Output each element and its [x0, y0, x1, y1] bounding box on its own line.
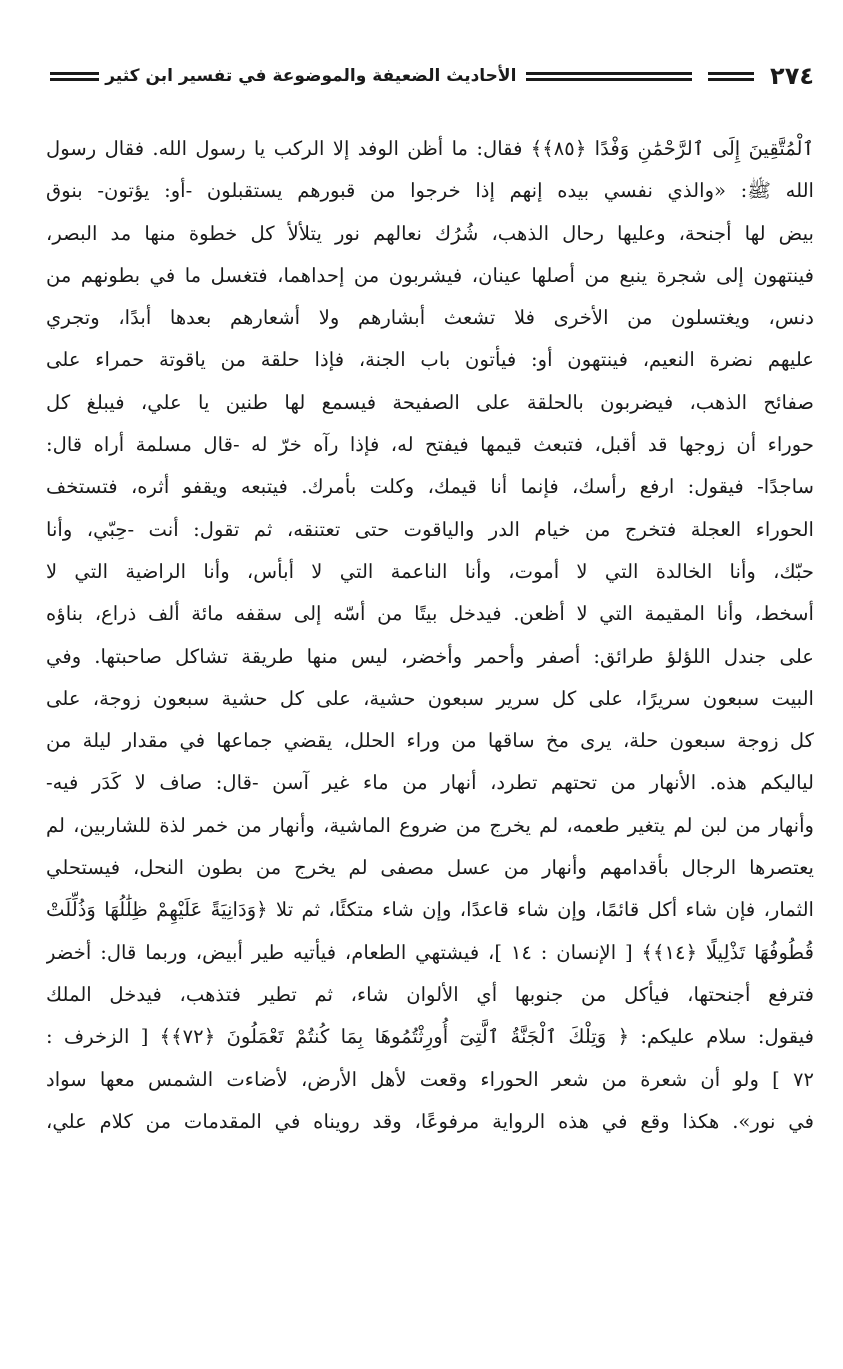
page-number: ٢٧٤: [770, 62, 814, 90]
text-line: فترفع أجنحتها، فيأكل من جنوبها أي الألوان شاء، ثم تطير فتذهب، فيدخل الملك: [46, 982, 814, 1006]
header-rule: [708, 72, 754, 81]
text-line: دنس، ويغتسلون من الأخرى فلا تشعث أبشارهم ولا أشعارهم بعدها أبدًا، وتجري: [46, 306, 814, 330]
text-line: ساجدًا- فيقول: ارفع رأسك، فإنما أنا قيمك، وكلت بأمرك. فيتبعه ويقفو أثره، فتستخف: [46, 475, 814, 499]
text-line: عليهم نضرة النعيم، فينتهون أو: فيأتون باب الجنة، فإذا حلقة من ياقوتة حمراء على: [46, 348, 814, 372]
page-header: [44, 58, 814, 94]
header-rule: [50, 72, 99, 81]
text-line: الثمار، فإن شاء أكل قائمًا، وإن شاء قاعدًا، وإن شاء متكئًا، ثم تلا ﴿وَدَانِيَةً عَلَيْهِمْ ظِلَٰلُهَا وَذُلِّلَتْ: [46, 898, 814, 922]
body-text: [46, 128, 814, 1143]
text-line: يعتصرها الرجال بأقدامهم وأنهار من عسل مصفى لم يخرج من بطون النحل، فيستحلي: [46, 856, 814, 880]
text-line: حوراء أن زوجها قد أقبل، فتبعث قيمها فيفتح له، فإذا رآه خرّ له -قال مسلمة أراه قال:: [46, 433, 814, 457]
text-line: على جندل اللؤلؤ طرائق: أصفر وأحمر وأخضر، ليس منها طريقة تشاكل صاحبتها. وفي: [46, 644, 814, 668]
text-line: الله ﷺ: «والذي نفسي بيده إنهم إذا خرجوا من قبورهم يستقبلون -أو: يؤتون- بنوق: [46, 179, 814, 203]
text-line: حبّك، وأنا الخالدة التي لا أموت، وأنا الناعمة التي لا أبأس، وأنا الراضية التي لا: [46, 559, 814, 583]
text-line: في نور». هكذا وقع في هذه الرواية مرفوعًا، وقد رويناه في المقدمات من كلام علي،: [46, 1109, 814, 1133]
text-line: وأنهار من لبن لم يتغير طعمه، لم يخرج من ضروع الماشية، وأنهار من خمر لذة للشاربين، لم: [46, 813, 814, 837]
text-line: أسخط، وأنا المقيمة التي لا أظعن. فيدخل بيتًا من أسّه إلى سقفه مائة ألف ذراع، بناؤه: [46, 602, 814, 626]
header-rule: [526, 72, 691, 81]
text-line: بيض لها أجنحة، وعليها رحال الذهب، شُرُك نعالهم نور يتلألأ كل خطوة منها مد البصر،: [46, 221, 814, 245]
text-line: لياليكم هذه. الأنهار من تحتهم تطرد، أنهار من ماء غير آسن -قال: صاف لا كَدَر فيه-: [46, 771, 814, 795]
text-line: قُطُوفُهَا تَذْلِيلًا ﴿١٤﴾﴾ [ الإنسان : ١٤ ]، فيشتهي الطعام، فيأتيه طير أبيض، وربما قال: أخضر: [46, 940, 814, 964]
running-title: الأحاديث الضعيفة والموضوعة في تفسير ابن كثير: [105, 66, 517, 86]
text-line: كل زوجة سبعون حلة، يرى مخ ساقها من وراء الحلل، يقضي جماعها في مقدار ليلة من: [46, 729, 814, 753]
text-line: ٱلْمُتَّقِينَ إِلَى ٱلرَّحْمَٰنِ وَفْدًا ﴿٨٥﴾﴾ فقال: ما أظن الوفد إلا الركب يا رسول الله. فقال رسول: [46, 137, 814, 160]
text-line: الحوراء العجلة فتخرج من خيام الدر والياقوت حتى تعتنقه، ثم تقول: أنت -حِبّي، وأنا: [46, 517, 814, 541]
text-line: صفائح الذهب، فيضربون بالحلقة على الصفيحة فيسمع لها طنين يا علي، فيبلغ كل: [46, 390, 814, 414]
text-line: فيقول: سلام عليكم: ﴿ وَتِلْكَ ٱلْجَنَّةُ ٱلَّتِىٓ أُورِثْتُمُوهَا بِمَا كُنتُمْ تَعْمَلُونَ ﴿٧٢﴾﴾ [ الزخرف :: [46, 1025, 814, 1049]
text-line: ٧٢ ] ولو أن شعرة من شعر الحوراء وقعت لأهل الأرض، لأضاءت الشمس معها سواد: [46, 1067, 814, 1091]
text-line: فينتهون إلى شجرة ينبع من أصلها عينان، فيشربون من إحداهما، فتغسل ما في بطونهم من: [46, 263, 814, 287]
text-line: البيت سبعون سريرًا، على كل سرير سبعون حشية، على كل حشية سبعون زوجة، على: [46, 686, 814, 710]
